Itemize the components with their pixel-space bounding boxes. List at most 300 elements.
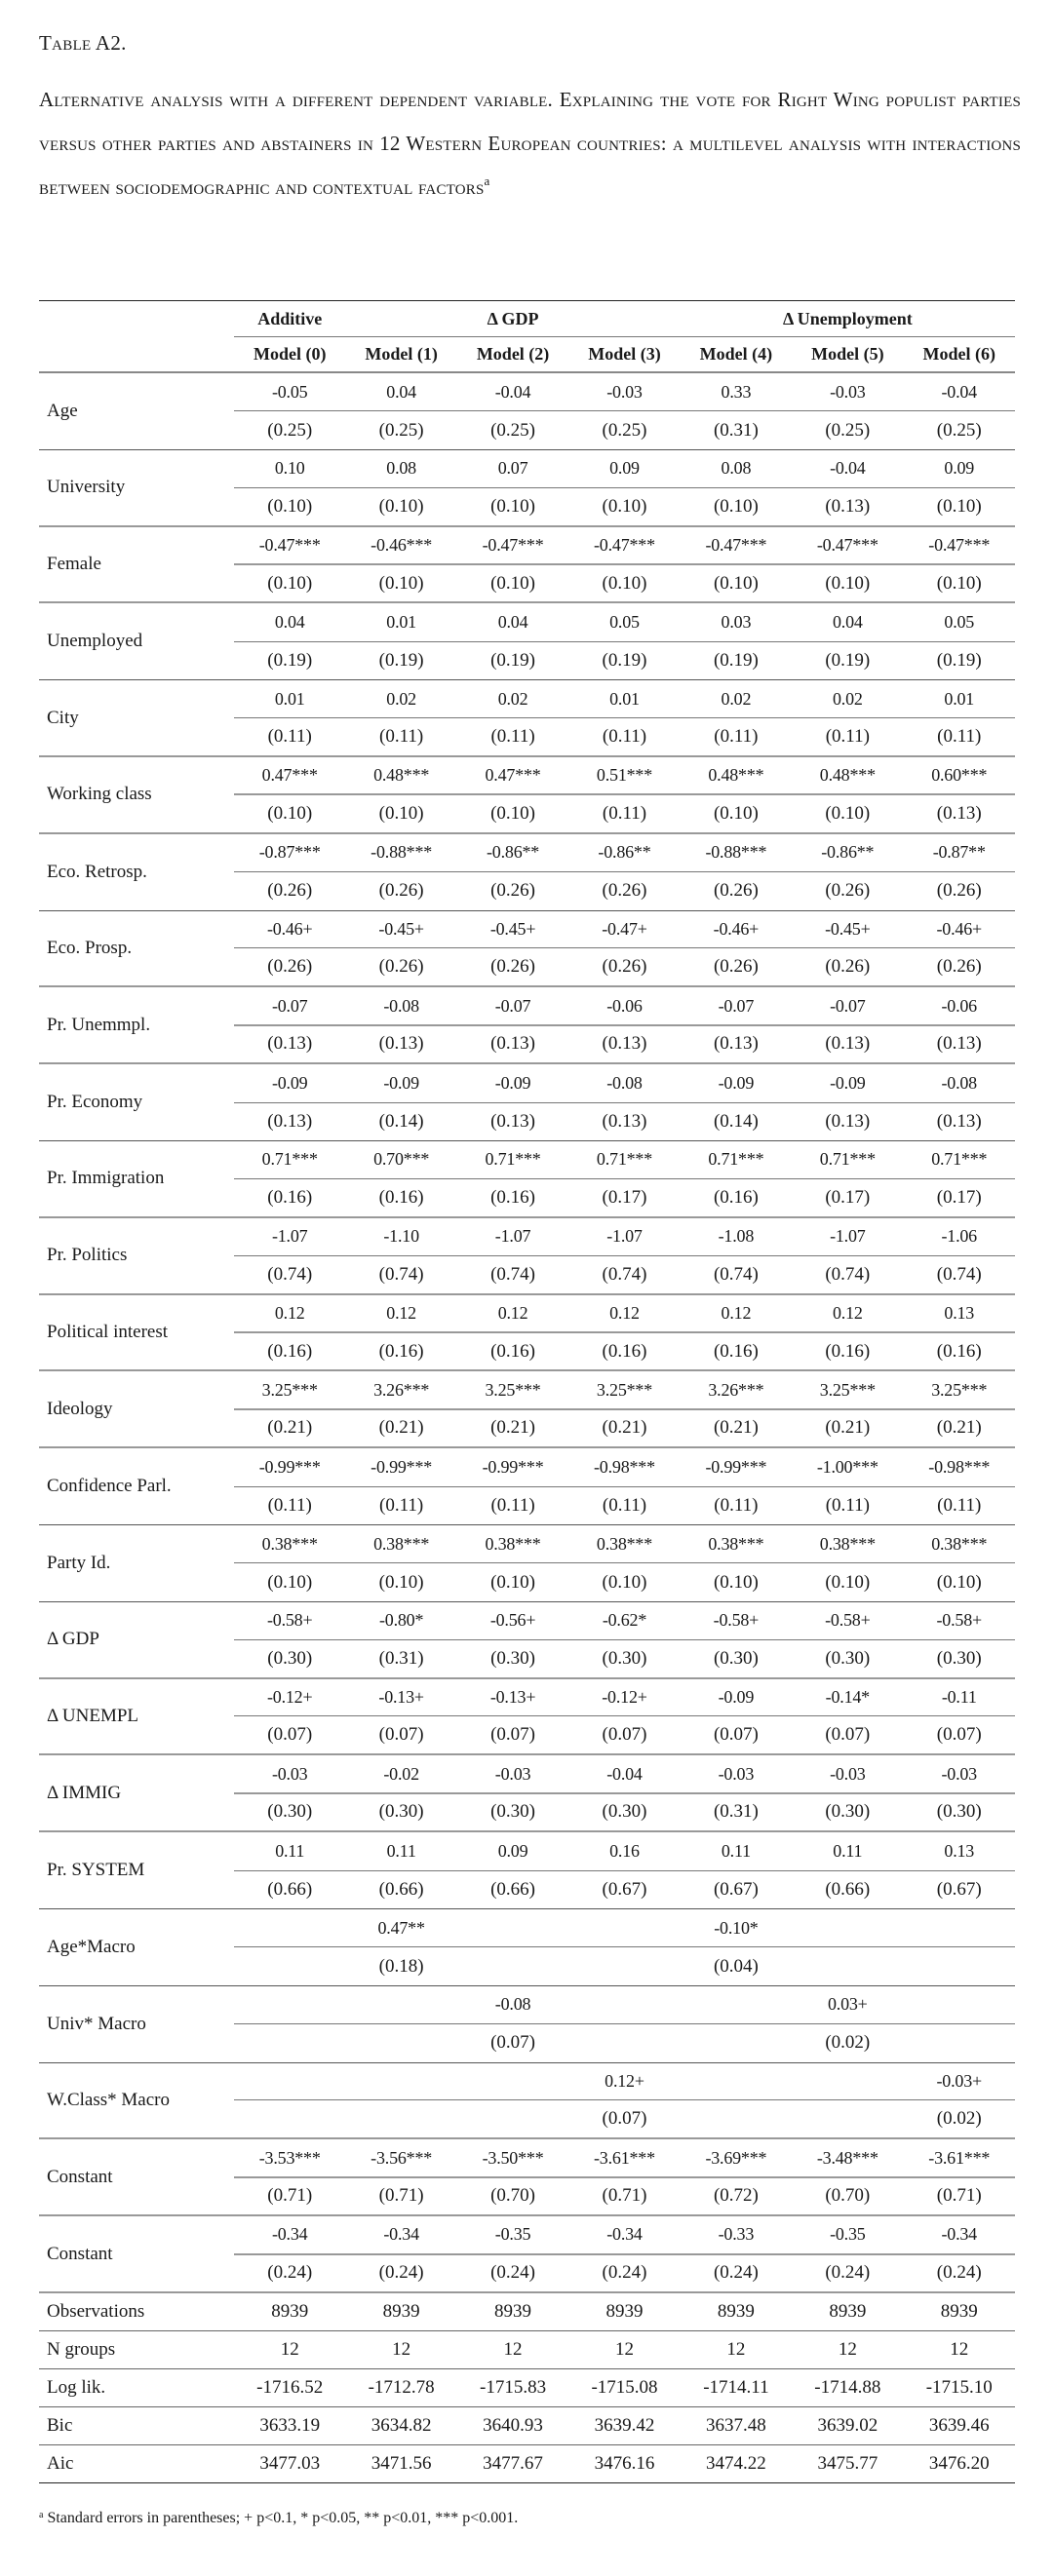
coefficient-row xyxy=(234,1832,1015,1870)
coefficient-cell: 0.12 xyxy=(497,1302,528,1323)
coefficient-cell: 0.01 xyxy=(609,688,640,709)
coefficient-cell: -0.99*** xyxy=(258,1456,321,1477)
stats-cell: 8939 xyxy=(382,2300,420,2322)
coefficient-cell: -0.12+ xyxy=(266,1687,313,1707)
coefficient-cell: 0.12 xyxy=(832,1302,863,1323)
standard-error-cell: (0.07) xyxy=(490,1724,535,1746)
coefficient-cell: 0.47*** xyxy=(261,765,318,786)
coefficient-cell: -1.07 xyxy=(271,1226,308,1247)
standard-error-cell: (0.13) xyxy=(490,1033,535,1055)
standard-error-row xyxy=(234,1716,1015,1753)
stats-cell: 8939 xyxy=(940,2300,978,2322)
table-row xyxy=(39,1525,1015,1602)
coefficient-cell: 0.09 xyxy=(497,1840,528,1861)
stats-row xyxy=(39,2445,1015,2483)
standard-error-cell: (0.10) xyxy=(825,803,871,825)
coefficient-row xyxy=(234,450,1015,488)
coefficient-cell: -0.03 xyxy=(271,1763,308,1784)
standard-error-cell: (0.16) xyxy=(490,1340,535,1362)
standard-error-row xyxy=(234,1333,1015,1369)
stats-cell: 3639.42 xyxy=(594,2414,655,2436)
stats-row xyxy=(39,2293,1015,2331)
coefficient-cell: 0.05 xyxy=(609,612,640,633)
coefficient-cell: 0.01 xyxy=(386,612,416,633)
row-label: Unemployed xyxy=(47,631,143,652)
coefficient-cell: 3.26*** xyxy=(708,1379,764,1400)
coefficient-cell: 0.38*** xyxy=(819,1533,876,1554)
table-row xyxy=(39,1448,1015,1525)
coefficient-cell: -1.06 xyxy=(941,1226,977,1247)
stats-cell: 12 xyxy=(726,2338,746,2360)
standard-error-cell: (0.14) xyxy=(713,1110,759,1132)
coefficient-cell: -1.10 xyxy=(383,1226,419,1247)
standard-error-cell: (0.67) xyxy=(936,1878,982,1900)
standard-error-row xyxy=(234,1947,1015,1984)
stats-cell: 3476.20 xyxy=(928,2452,990,2474)
standard-error-cell: (0.10) xyxy=(602,572,647,594)
coefficient-row xyxy=(234,1986,1015,2024)
standard-error-cell: (0.11) xyxy=(490,1494,535,1516)
coefficient-row xyxy=(234,1141,1015,1179)
row-label: Female xyxy=(47,553,101,574)
coefficient-cell: -0.14* xyxy=(825,1687,870,1707)
standard-error-cell: (0.72) xyxy=(713,2185,759,2207)
coefficient-cell: -0.46+ xyxy=(936,919,982,940)
standard-error-row xyxy=(234,872,1015,909)
standard-error-cell: (0.26) xyxy=(936,880,982,902)
standard-error-cell: (0.30) xyxy=(378,1801,424,1823)
stats-label: Log lik. xyxy=(47,2376,106,2398)
model-header-cell: Model (0) xyxy=(253,344,327,364)
standard-error-cell: (0.11) xyxy=(825,1494,870,1516)
standard-error-cell: (0.74) xyxy=(267,1263,313,1285)
coefficient-cell: -0.99*** xyxy=(371,1456,433,1477)
row-label: Δ GDP xyxy=(47,1629,99,1650)
standard-error-cell: (0.30) xyxy=(825,1801,871,1823)
table-row xyxy=(39,1295,1015,1372)
row-label: Ideology xyxy=(47,1398,113,1419)
standard-error-row xyxy=(234,1256,1015,1293)
coefficient-cell: -0.08 xyxy=(941,1072,977,1093)
coefficient-cell: -0.86** xyxy=(821,842,875,863)
table-row xyxy=(39,2063,1015,2140)
standard-error-row xyxy=(234,1563,1015,1600)
standard-error-cell: (0.10) xyxy=(825,1571,871,1593)
standard-error-cell: (0.13) xyxy=(825,495,871,517)
stats-cell: -1716.52 xyxy=(256,2376,324,2398)
coefficient-row xyxy=(234,603,1015,641)
coefficient-cell: -0.06 xyxy=(606,995,643,1016)
standard-error-cell: (0.13) xyxy=(267,1110,313,1132)
standard-error-cell: (0.16) xyxy=(378,1186,424,1208)
coefficient-cell: -0.99*** xyxy=(482,1456,544,1477)
column-group-label: Additive xyxy=(257,308,323,328)
coefficient-cell: -0.03 xyxy=(494,1763,531,1784)
coefficient-row xyxy=(234,373,1015,411)
standard-error-cell: (0.16) xyxy=(267,1186,313,1208)
standard-error-cell: (0.74) xyxy=(378,1263,424,1285)
coefficient-cell: 0.03+ xyxy=(827,1994,868,2015)
table-row xyxy=(39,450,1015,527)
coefficient-cell: 0.48*** xyxy=(708,765,764,786)
standard-error-cell: (0.21) xyxy=(490,1417,535,1439)
coefficient-cell: -0.03 xyxy=(830,381,866,402)
coefficient-row xyxy=(234,1755,1015,1793)
coefficient-cell: 0.04 xyxy=(497,612,528,633)
coefficient-cell: -0.86** xyxy=(598,842,651,863)
standard-error-cell: (0.11) xyxy=(267,726,312,748)
coefficient-cell: 0.13 xyxy=(944,1840,975,1861)
row-label: Age xyxy=(47,400,78,421)
standard-error-cell: (0.07) xyxy=(490,2032,535,2054)
standard-error-row xyxy=(234,488,1015,525)
standard-error-cell: (0.11) xyxy=(267,1494,312,1516)
standard-error-cell: (0.11) xyxy=(937,726,982,748)
coefficient-cell: -0.88*** xyxy=(371,842,433,863)
coefficient-cell: -0.88*** xyxy=(705,842,767,863)
coefficient-row xyxy=(234,1064,1015,1102)
standard-error-cell: (0.67) xyxy=(713,1878,759,1900)
coefficient-row xyxy=(234,1218,1015,1256)
coefficient-cell: -0.04 xyxy=(494,381,531,402)
coefficient-cell: 0.02 xyxy=(386,688,416,709)
standard-error-cell: (0.14) xyxy=(378,1110,424,1132)
row-label: W.Class* Macro xyxy=(47,2089,170,2110)
coefficient-row xyxy=(234,834,1015,872)
caption-note-marker: a xyxy=(484,173,490,188)
coefficient-cell: -0.58+ xyxy=(266,1610,313,1631)
coefficient-cell: -0.03 xyxy=(718,1763,755,1784)
row-label: City xyxy=(47,707,79,728)
table-row xyxy=(39,911,1015,988)
standard-error-cell: (0.16) xyxy=(713,1340,759,1362)
standard-error-cell: (0.10) xyxy=(713,1571,759,1593)
stats-cell: 12 xyxy=(950,2338,969,2360)
coefficient-cell: 0.02 xyxy=(721,688,752,709)
standard-error-row xyxy=(234,1410,1015,1446)
coefficient-row xyxy=(234,1909,1015,1947)
stats-cell: 8939 xyxy=(717,2300,755,2322)
table-row xyxy=(39,373,1015,450)
coefficient-cell: -0.46+ xyxy=(713,919,760,940)
coefficient-cell: -3.56*** xyxy=(371,2147,433,2168)
stats-cell: 3475.77 xyxy=(817,2452,878,2474)
coefficient-cell: 0.08 xyxy=(386,458,416,479)
stats-cell: 3639.02 xyxy=(817,2414,878,2436)
stats-cell: 3639.46 xyxy=(928,2414,990,2436)
stats-cell: -1715.10 xyxy=(925,2376,993,2398)
coefficient-cell: -0.47*** xyxy=(482,534,544,555)
standard-error-cell: (0.07) xyxy=(713,1724,759,1746)
standard-error-cell: (0.17) xyxy=(825,1186,871,1208)
model-header-cell: Model (4) xyxy=(699,344,773,364)
standard-error-cell: (0.31) xyxy=(378,1647,424,1669)
coefficient-cell: -0.47*** xyxy=(705,534,767,555)
stats-label: Bic xyxy=(47,2414,73,2436)
standard-error-cell: (0.66) xyxy=(490,1878,535,1900)
standard-error-cell: (0.10) xyxy=(378,803,424,825)
standard-error-cell: (0.16) xyxy=(602,1340,647,1362)
table-row xyxy=(39,1371,1015,1448)
coefficient-cell: 3.25*** xyxy=(596,1379,653,1400)
stats-cell: -1715.08 xyxy=(591,2376,658,2398)
table-body xyxy=(39,373,1015,2293)
standard-error-cell: (0.13) xyxy=(825,1110,871,1132)
standard-error-cell: (0.26) xyxy=(378,956,424,978)
standard-error-cell: (0.16) xyxy=(490,1186,535,1208)
standard-error-cell: (0.10) xyxy=(936,572,982,594)
coefficient-row xyxy=(234,1525,1015,1563)
coefficient-cell: 0.08 xyxy=(721,458,752,479)
standard-error-cell: (0.26) xyxy=(602,880,647,902)
standard-error-cell: (0.66) xyxy=(825,1878,871,1900)
coefficient-cell: 0.09 xyxy=(944,458,975,479)
footnote-text: Standard errors in parentheses; + p<0.1, * p<0.05, ** p<0.01, *** p<0.001. xyxy=(47,2510,519,2526)
coefficient-cell: -0.02 xyxy=(383,1763,419,1784)
coefficient-cell: -0.98*** xyxy=(928,1456,991,1477)
coefficient-cell: -1.00*** xyxy=(816,1456,878,1477)
table-row xyxy=(39,1986,1015,2063)
standard-error-cell: (0.16) xyxy=(267,1340,313,1362)
standard-error-cell: (0.25) xyxy=(602,419,647,441)
standard-error-row xyxy=(234,411,1015,448)
coefficient-cell: -0.58+ xyxy=(713,1610,760,1631)
stats-cell: 12 xyxy=(614,2338,634,2360)
table-row xyxy=(39,1602,1015,1679)
standard-error-row xyxy=(234,948,1015,985)
footnote xyxy=(39,2510,518,2527)
table-row xyxy=(39,527,1015,604)
standard-error-cell: (0.18) xyxy=(378,1955,424,1977)
coefficient-cell: -0.04 xyxy=(606,1763,643,1784)
row-label: Constant xyxy=(47,2166,113,2187)
column-group-label: Δ Unemployment xyxy=(782,308,913,328)
standard-error-cell: (0.13) xyxy=(936,1110,982,1132)
coefficient-row xyxy=(234,911,1015,949)
table-row xyxy=(39,2216,1015,2293)
row-label: Pr. Politics xyxy=(47,1245,128,1266)
coefficient-row xyxy=(234,1295,1015,1333)
coefficient-cell: 0.60*** xyxy=(931,765,988,786)
standard-error-cell: (0.24) xyxy=(713,2262,759,2284)
standard-error-row xyxy=(234,1640,1015,1677)
table-row xyxy=(39,1141,1015,1218)
standard-error-cell: (0.10) xyxy=(378,572,424,594)
standard-error-cell: (0.10) xyxy=(713,572,759,594)
coefficient-row xyxy=(234,527,1015,565)
coefficient-cell: 0.47*** xyxy=(485,765,541,786)
standard-error-cell: (0.16) xyxy=(825,1340,871,1362)
standard-error-cell: (0.07) xyxy=(267,1724,313,1746)
standard-error-cell: (0.25) xyxy=(378,419,424,441)
coefficient-row xyxy=(234,1448,1015,1486)
standard-error-cell: (0.30) xyxy=(267,1647,313,1669)
standard-error-cell: (0.30) xyxy=(602,1801,647,1823)
standard-error-row xyxy=(234,1871,1015,1908)
coefficient-cell: 0.02 xyxy=(497,688,528,709)
standard-error-cell: (0.67) xyxy=(602,1878,647,1900)
row-label: Δ IMMIG xyxy=(47,1782,122,1803)
standard-error-row xyxy=(234,2178,1015,2214)
standard-error-cell: (0.25) xyxy=(825,419,871,441)
standard-error-cell: (0.13) xyxy=(267,1033,313,1055)
standard-error-cell: (0.25) xyxy=(936,419,982,441)
coefficient-cell: -3.61*** xyxy=(928,2147,991,2168)
coefficient-cell: -1.07 xyxy=(830,1226,866,1247)
standard-error-cell: (0.10) xyxy=(378,495,424,517)
coefficient-cell: -0.09 xyxy=(383,1072,419,1093)
standard-error-row xyxy=(234,1179,1015,1216)
standard-error-cell: (0.13) xyxy=(825,1033,871,1055)
standard-error-cell: (0.10) xyxy=(490,803,535,825)
standard-error-cell: (0.13) xyxy=(602,1110,647,1132)
standard-error-cell: (0.16) xyxy=(378,1340,424,1362)
standard-error-cell: (0.19) xyxy=(713,650,759,671)
coefficient-cell: -0.56+ xyxy=(489,1610,536,1631)
standard-error-cell: (0.19) xyxy=(490,650,535,671)
coefficient-cell: -0.35 xyxy=(830,2224,866,2245)
standard-error-cell: (0.11) xyxy=(602,1494,647,1516)
standard-error-cell: (0.11) xyxy=(602,726,647,748)
coefficient-row xyxy=(234,757,1015,795)
standard-error-cell: (0.10) xyxy=(490,1571,535,1593)
standard-error-cell: (0.10) xyxy=(713,803,759,825)
standard-error-cell: (0.10) xyxy=(378,1571,424,1593)
coefficient-cell: 0.71*** xyxy=(485,1149,541,1170)
table-row xyxy=(39,2139,1015,2216)
model-columns xyxy=(234,344,1015,365)
coefficient-cell: 0.01 xyxy=(274,688,305,709)
standard-error-cell: (0.19) xyxy=(825,650,871,671)
standard-error-cell: (0.26) xyxy=(825,880,871,902)
standard-error-cell: (0.26) xyxy=(713,956,759,978)
coefficient-cell: 0.09 xyxy=(609,458,640,479)
coefficient-cell: -0.45+ xyxy=(378,919,424,940)
table-row xyxy=(39,987,1015,1064)
coefficient-cell: -0.03 xyxy=(941,1763,977,1784)
table-row xyxy=(39,680,1015,757)
coefficient-cell: 0.04 xyxy=(832,612,863,633)
coefficient-cell: -1.07 xyxy=(494,1226,531,1247)
coefficient-cell: 0.71*** xyxy=(931,1149,988,1170)
coefficient-cell: -0.08 xyxy=(383,995,419,1016)
standard-error-cell: (0.07) xyxy=(825,1724,871,1746)
model-header-cell: Model (6) xyxy=(922,344,995,364)
row-label: Eco. Retrosp. xyxy=(47,861,147,882)
coefficient-row xyxy=(234,1602,1015,1640)
coefficient-cell: -0.03 xyxy=(830,1763,866,1784)
row-label: University xyxy=(47,477,126,498)
standard-error-cell: (0.26) xyxy=(378,880,424,902)
coefficient-cell: -0.33 xyxy=(718,2224,755,2245)
standard-error-cell: (0.10) xyxy=(936,1571,982,1593)
row-label: Eco. Prosp. xyxy=(47,937,133,958)
row-label: Δ UNEMPL xyxy=(47,1705,139,1726)
coefficient-cell: 0.11 xyxy=(275,1840,305,1861)
coefficient-cell: -0.09 xyxy=(718,1687,755,1707)
coefficient-cell: 0.16 xyxy=(609,1840,640,1861)
standard-error-cell: (0.07) xyxy=(602,2108,647,2130)
stats-cell: 3477.67 xyxy=(483,2452,543,2474)
coefficient-cell: 3.25*** xyxy=(261,1379,318,1400)
table-stats xyxy=(39,2293,1015,2483)
standard-error-cell: (0.11) xyxy=(379,726,424,748)
coefficient-cell: 0.38*** xyxy=(708,1533,764,1554)
stats-cell: 3476.16 xyxy=(594,2452,655,2474)
stats-row xyxy=(39,2369,1015,2407)
standard-error-cell: (0.74) xyxy=(602,1263,647,1285)
standard-error-cell: (0.31) xyxy=(713,419,759,441)
stats-cell: 3637.48 xyxy=(706,2414,766,2436)
coefficient-cell: -0.09 xyxy=(494,1072,531,1093)
standard-error-cell: (0.07) xyxy=(936,1724,982,1746)
column-group-header xyxy=(39,301,1015,336)
coefficient-cell: 0.33 xyxy=(721,381,752,402)
standard-error-cell: (0.10) xyxy=(602,1571,647,1593)
model-header-cell: Model (5) xyxy=(811,344,884,364)
row-label: Political interest xyxy=(47,1321,169,1342)
standard-error-row xyxy=(234,2024,1015,2061)
standard-error-cell: (0.11) xyxy=(602,803,647,825)
coefficient-row xyxy=(234,680,1015,718)
standard-error-cell: (0.26) xyxy=(936,956,982,978)
coefficient-cell: 0.11 xyxy=(721,1840,751,1861)
standard-error-cell: (0.66) xyxy=(378,1878,424,1900)
stats-label: N groups xyxy=(47,2338,116,2360)
standard-error-cell: (0.70) xyxy=(825,2185,871,2207)
standard-error-cell: (0.10) xyxy=(713,495,759,517)
stats-cell: 3477.03 xyxy=(259,2452,321,2474)
coefficient-cell: -0.07 xyxy=(494,995,531,1016)
model-header-cell: Model (1) xyxy=(365,344,438,364)
standard-error-cell: (0.30) xyxy=(713,1647,759,1669)
coefficient-cell: -0.45+ xyxy=(489,919,536,940)
model-header-cell: Model (2) xyxy=(476,344,550,364)
standard-error-cell: (0.10) xyxy=(825,572,871,594)
table-row xyxy=(39,757,1015,834)
coefficient-cell: -0.08 xyxy=(494,1994,531,2015)
standard-error-cell: (0.10) xyxy=(267,495,313,517)
coefficient-cell: 3.25*** xyxy=(819,1379,876,1400)
standard-error-cell: (0.21) xyxy=(825,1417,871,1439)
coefficient-row xyxy=(234,1371,1015,1409)
standard-error-cell: (0.74) xyxy=(713,1263,759,1285)
coefficient-cell: 3.26*** xyxy=(373,1379,430,1400)
standard-error-cell: (0.13) xyxy=(936,1033,982,1055)
coefficient-cell: 0.38*** xyxy=(373,1533,430,1554)
coefficient-cell: -0.45+ xyxy=(825,919,871,940)
stats-cell: 12 xyxy=(503,2338,523,2360)
standard-error-cell: (0.11) xyxy=(490,726,535,748)
caption-text: Alternative analysis with a different dependent variable. Explaining the vote for Right Wing populist parties versus other parties and abstainers in 12 Western European countries: a multilevel analysis with interactions between sociodemographic and contextual factors xyxy=(39,88,1021,199)
standard-error-cell: (0.26) xyxy=(267,956,313,978)
coefficient-cell: 0.11 xyxy=(386,1840,416,1861)
standard-error-cell: (0.19) xyxy=(602,650,647,671)
standard-error-row xyxy=(234,795,1015,831)
coefficient-cell: 0.38*** xyxy=(596,1533,653,1554)
row-label: Univ* Macro xyxy=(47,2013,146,2034)
standard-error-row xyxy=(234,2255,1015,2291)
standard-error-row xyxy=(234,1026,1015,1062)
coefficient-cell: -0.09 xyxy=(718,1072,755,1093)
coefficient-cell: 0.12 xyxy=(609,1302,640,1323)
standard-error-cell: (0.13) xyxy=(936,803,982,825)
standard-error-cell: (0.30) xyxy=(267,1801,313,1823)
stats-cell: 12 xyxy=(838,2338,857,2360)
coefficient-cell: 0.11 xyxy=(833,1840,863,1861)
coefficient-cell: 0.71*** xyxy=(596,1149,653,1170)
coefficient-cell: -0.03+ xyxy=(936,2070,982,2091)
